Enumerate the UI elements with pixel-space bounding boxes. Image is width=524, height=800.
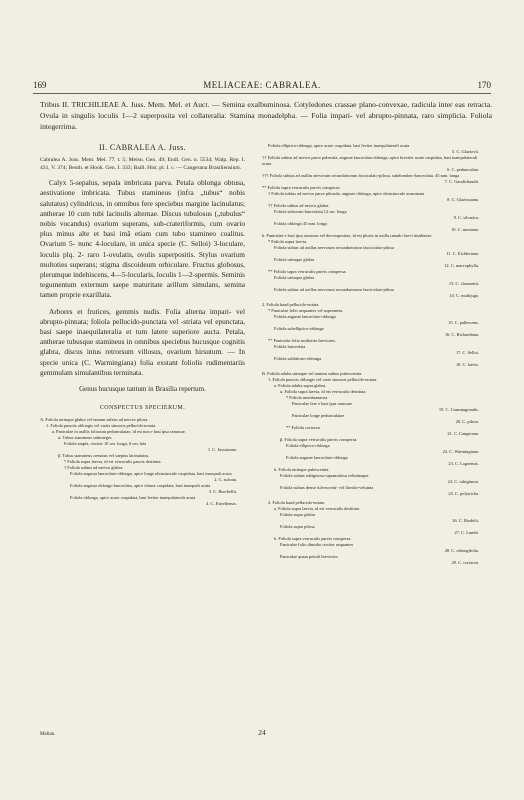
key-line: 2. Foliola haud pellucido-notata.	[268, 500, 326, 505]
key-line: Paniculae quam petioli breviores	[280, 554, 338, 559]
key-line: 1. Foliola punctis oblongis vel varie sinuosis pellucido-notata.	[268, 377, 378, 382]
key-line: Foliola subfalcato-oblonga	[274, 356, 322, 361]
key-line: ** Paniculae folio multoties breviores.	[268, 338, 336, 343]
key-line: ** Foliola coriacea	[286, 425, 320, 430]
key-line: α. Foliola supra laevia, id est verruculis destituta.	[280, 389, 367, 394]
conspectus-title: CONSPECTUS SPECIERUM.	[99, 405, 186, 412]
key-line: a. Foliola supra laevia, id est verruculis destituta.	[274, 506, 361, 511]
key-line: Foliola supra glabra	[280, 512, 316, 517]
key-species: 21. C. Cangerana.	[447, 431, 479, 436]
key-species: 26. C. Riedelii.	[452, 518, 479, 523]
key-species: 4. C. Estrellensis.	[206, 501, 237, 507]
key-line: Foliola subovato-lanceolata 12 cm. longa	[274, 209, 347, 214]
key-line: ††† Foliola subtus ad axillas nervorum secundariorum fasciculato-pilosa, subrhombeo-lanceolata, 45 mm. longa	[262, 173, 460, 178]
key-species: 14. C. multijuga.	[449, 293, 479, 298]
key-line: a. Paniculae in axillis foliorum pedunculatae, id est non e basi ipsa ramosae.	[52, 429, 186, 435]
key-line: ** Foliola supra verruculis parvis conspersa.	[268, 269, 347, 274]
key-line: Paniculae fere e basi ipsa ramosae	[292, 401, 353, 406]
key-line: b. Paniculae e basi ipsa ramosae vel decompositae, id est plures in axilla ramulo brevi insidentes.	[262, 233, 433, 238]
key-line: Foliola subtus ad axillas nervorum secundariorum fasciculato-pilosa	[274, 245, 394, 250]
genus-description: Calyx 5-sepalus, sepala imbricata parva. Petala oblonga obtusa, aestivatione imbricata. Tubus staminеus (infra „tubus“ nobis salutatus) cylindricus, in omnibus fere speciebus margine lacinulatus; antherae 10 cum tubi lacinulis alternae. Discus tubulosus („tubulus“ nobis vocandus) ovarium superans, sub-crateriformis, cum ovario plus minus alte et basi imâ etiam cum tubo stamineo coalitus. Ovarium 5- nunc 4-loculare, in unica specie (C. Selloi) 3-loculare, loculis plq. 2- raro 1-ovulatis, ovulis superpositis. Stylus ovarium multoties superans; stigma discoideum orbiculare. Fructus globosus, plerumque indehiscens, 4—5-locularis, loculis 1—2-spermis. Seminis tegumentum externum saepe maturitate arillum simulans, semina tamen proprie exarillata.	[40, 178, 245, 300]
key-species: 5. C. Glaziovii.	[452, 149, 479, 154]
key-line: β. Foliola supra verruculis parvis conspersa.	[280, 437, 358, 442]
key-line: * Foliola membranacea.	[286, 395, 329, 400]
key-species: 27. C. Lundii.	[454, 530, 479, 535]
key-species: 19. C. Cuneatagrandis.	[438, 407, 479, 412]
key-species: 8. C. Glaziouiana.	[447, 197, 479, 202]
key-line: β. Tubus stamineus crenatus vel saepius lacinulatus.	[58, 453, 150, 459]
key-line: 2. Foliola haud pellucido-notata.	[262, 302, 320, 307]
key-species: 13. C. claussenii.	[448, 281, 479, 286]
key-line: Foliola angusta lanceolato-oblonga, apice longe obtusiuscule cuspidata, basi inaequali acuta	[70, 471, 232, 477]
key-species: 17. C. Selloi.	[455, 350, 479, 355]
key-line: † Foliola subtus ad nervos parce pilosula, anguste oblonga, apice obtusiuscule acuminata	[268, 191, 425, 196]
key-species: 16. C. Richardiana.	[444, 332, 479, 337]
key-line: Foliola supra pilosa	[280, 524, 315, 529]
key-line: Foliola subtus dense fulvescenti- vel flavido-velutina	[280, 485, 374, 490]
folio-number: 24	[258, 728, 266, 737]
key-species: 11. C. Eichleriana.	[446, 251, 479, 256]
key-line: Foliola anguste lanceolato-oblonga	[274, 314, 336, 319]
key-species: 6. C. pedunculata.	[447, 167, 479, 172]
key-species: 25. C. polytricha.	[448, 491, 479, 496]
key-line: Foliola utrinque glabra	[274, 275, 315, 280]
header-rule	[33, 93, 491, 94]
key-line: A. Foliola utrinque glabra vel tantum subtus ad nervos pilosa.	[40, 417, 149, 423]
key-species: 28. C. oblongifolia.	[444, 548, 479, 553]
key-line: Paniculae folio dimidio circiter aequantes	[280, 542, 354, 547]
key-line: 1. Foliola punctis oblongis vel variis sinuosis pellucido-notata.	[46, 423, 157, 429]
key-species: 10. C. montana.	[451, 227, 479, 232]
key-species: 12. C. macrophylla.	[444, 263, 479, 268]
page-number-left: 169	[33, 80, 47, 90]
key-line: B. Foliola adulta utrinque vel tantum subtus pubescentia.	[262, 371, 363, 376]
key-species: 3. C. Burchellii.	[208, 489, 237, 495]
key-line: Foliola subtus rubiginoso-squamulosa velutinaque	[280, 473, 369, 478]
key-line: Foliola ampla, circiter 10 cm. longa, 6 cm. lata	[64, 441, 147, 447]
key-line: †† Foliola subtus ad nervos parce puberula, anguste lanceolata-oblonga, apice breviter acute cuspidata, basi inaequilaterali acuta	[262, 155, 478, 166]
page-number-right: 170	[477, 80, 491, 90]
key-line: Foliola angusta oblongo-lanceolata, apice obtuse cuspidata, basi inaequali acuta	[70, 483, 211, 489]
key-species: 20. C. pilosa.	[455, 419, 479, 424]
key-species: 29. C. coriacea.	[451, 560, 479, 565]
right-column	[262, 143, 487, 566]
key-line: Foliola utrinque glabra	[274, 257, 315, 262]
habit-description: Arbores et frutices, gemmis nudis. Folia alterna impari- vel abrupto-pinnata; foliola pellucido-punctata vel -striata vel epunctata, basi saepe inaequilateralia et tum latere superiore aucta. Petala, antherae tubusque stamineus in omnibus speciebus hucusque cognitis glabra, discus intus retrorsum villosus, ovarium hirsutum. — In specie unica (C. Warmingiana) folia exstant foliolis rudimentariis gemmulam simulantibus terminata.	[40, 306, 245, 377]
key-species: 22. C. Warmingiana.	[442, 449, 479, 454]
key-line: * Foliola supra laevia, id est verruculis paucis destituta.	[64, 459, 162, 465]
genus-title: II. CABRALEA A. Juss.	[98, 143, 187, 152]
key-line: Foliola oblonga 45 mm. longa	[274, 221, 328, 226]
species-key-right	[262, 143, 487, 566]
key-species: 15. C. pallescens.	[448, 320, 479, 325]
tribus-paragraph: Tribus II. TRICHILIEAE A. Juss. Mem. Mel. et Auct. — Semina exalbuminosa. Cotyledones crassae plano-convexae, radicula inter eas retracta. Ovula in singulis loculis 1—2 superposita vel collateralia. Stamina monadelpha. — Folia impari- vel abrupto-pinnata, raro simplicia. Foliola integerrima.	[40, 100, 492, 131]
key-line: a. Foliola adulta supra glabra.	[274, 383, 327, 388]
key-line: Foliola oblonga, apice acute cuspidata, basi leviter inaequilaterali acuta	[70, 495, 196, 501]
running-title: MELIACEAE: CABRALEA.	[203, 80, 321, 90]
key-line: † Foliola subtus ad nervos glabra.	[64, 465, 124, 471]
genus-distribution-note: Genus hucusque tantum in Brasilia repertum.	[79, 385, 206, 394]
footer-signature: Melian.	[40, 732, 56, 737]
key-line: Foliola lanceolata	[274, 344, 306, 349]
key-species: 2. C. sulcata.	[214, 477, 237, 483]
key-line: * Foliola supra laevia.	[268, 239, 308, 244]
key-species: 23. C. Lagoensis.	[448, 461, 479, 466]
key-species: 9. C. silvatica.	[453, 215, 479, 220]
key-line: Foliola subelliptico-oblonga	[274, 326, 324, 331]
synonymy: Cabralea A. Juss. Mem. Mel. 77. t. 5; Meisn. Gen. 49; Endl. Gen. n. 5534; Walp. Rep. I. 431, V. 374; Benth. et Hook. Gen. I. 333; Baill. Hist. pl. I. c. — Cangerana Brasiliensium.	[40, 157, 245, 171]
key-line: b. Foliola utrinque pubescentia.	[274, 467, 330, 472]
key-line: Foliola elliptico-oblonga, apice acute cuspidata, basi leviter inaequilaterali acuta	[268, 143, 410, 148]
key-line: Foliola elliptico-oblonga	[286, 443, 330, 448]
key-line: Foliola anguste lanceolato-oblonga	[286, 455, 348, 460]
key-species: 1. C. Jussiaeana.	[207, 447, 237, 453]
species-key-left	[40, 417, 245, 507]
key-line: α. Tubus stamineus subinteger.	[58, 435, 113, 441]
key-line: Foliola subtus ad axillas nervorum secundariorum fasciculato-pilosa	[274, 287, 394, 292]
key-line: Paniculae longe pedunculatae	[292, 413, 345, 418]
key-line: b. Foliola supra verruculis parvis conspersa.	[274, 536, 352, 541]
key-line: ** Foliola supra verruculis parvis conspersa.	[262, 185, 341, 190]
key-line: * Paniculae folio aequantes vel superantes.	[268, 308, 344, 313]
running-header	[33, 80, 491, 92]
key-species: 24. C. rubiginosa.	[447, 479, 479, 484]
key-line: †† Foliola subtus ad nervos glabra.	[268, 203, 330, 208]
key-species: 7. C. Gaudichaudii.	[444, 179, 479, 184]
left-column	[40, 143, 245, 507]
key-species: 18. C. laevis.	[455, 362, 479, 367]
